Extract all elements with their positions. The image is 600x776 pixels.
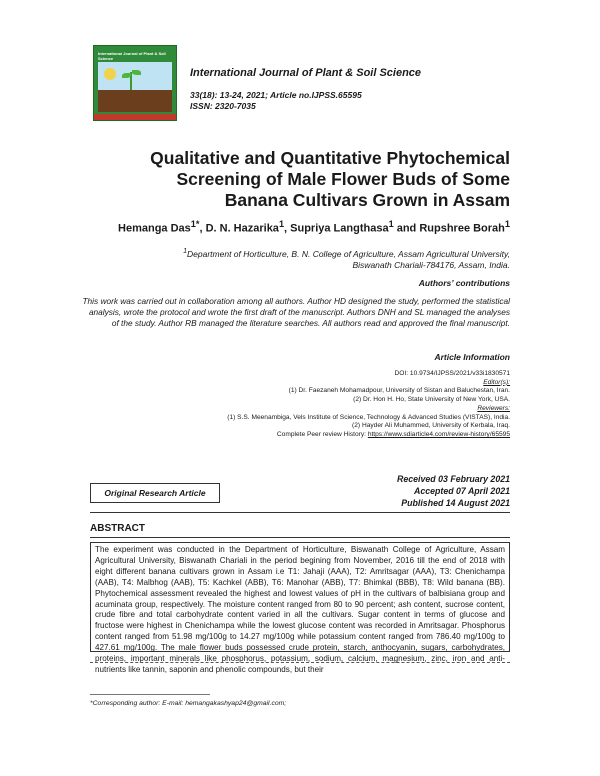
doi: DOI: 10.9734/IJPSS/2021/v33i1830571: [394, 370, 510, 377]
article-dates: [300, 473, 510, 509]
cover-sun: [104, 68, 116, 80]
article-type-badge: Original Research Article: [90, 483, 220, 503]
paper-title: Qualitative and Quantitative Phytochemical Screening of Male Flower Buds of Some Banana Cultivars Grown in Assam: [150, 148, 510, 210]
abstract-heading: ABSTRACT: [90, 523, 145, 534]
dashed-separator: [90, 662, 510, 663]
journal-cover-image: [93, 45, 177, 121]
journal-issn: ISSN: 2320-7035: [190, 101, 256, 111]
review-history-link[interactable]: https://www.sdiarticle4.com/review-history/65595: [367, 430, 510, 438]
review-history: [80, 431, 510, 440]
footnote-rule: [90, 694, 210, 695]
date-received: Received 03 February 2021: [397, 474, 510, 484]
reviewers-label: Reviewers:: [477, 404, 510, 412]
affiliation-line-2: Biswanath Chariali-784176, Assam, India.: [352, 259, 510, 270]
contributions-text: This work was carried out in collaboration among all authors. Author HD designed the study, performed the statistical analysis, wrote the protocol and wrote the first draft of the manuscript. Authors DNH and SL managed the analyses of the study. Author RB managed the literature searches. All authors read and approved the final manuscript.: [82, 296, 510, 328]
affiliation-line-1: $^1$Department of Horticulture, B. N. College of Agriculture, Assam Agricultural University,: [183, 247, 510, 259]
editor-2: (2) Dr. Hon H. Ho, State University of New York, USA.: [353, 396, 510, 404]
editors-label: Editor(s):: [483, 378, 510, 386]
contributions-heading: Authors’ contributions: [418, 278, 510, 288]
cover-band: [94, 114, 176, 120]
cover-soil: [98, 90, 172, 112]
cover-title: International Journal of Plant & Soil Science: [98, 51, 166, 61]
paper-authors: Hemanga Das$^{1*}$, D. N. Hazarika$^1$, Supriya Langthasa$^1$ and Rupshree Borah$^1$: [118, 219, 510, 235]
article-info-heading: Article Information: [434, 352, 510, 362]
reviewer-2: (2) Hayder Ali Muhammed, University of Kerbala, Iraq.: [352, 422, 510, 430]
cover-leaf-left: [122, 73, 131, 78]
divider-top: [90, 512, 510, 513]
abstract-text: The experiment was conducted in the Department of Horticulture, Biswanath College of Agriculture, Assam Agricultural University, Biswanath Chariali in the period begining from November, 2016 till the end of 2018 with eight different banana cultivars grown in Assam i.e T1: Jahaji (AAA), T2: Amritsagar (AAA), T3: Chenichampa (AAB), T4: Malbhog (AAB), T5: Kachkel (ABB), T6: Manohar (ABB), T7: Bhimkal (BBB), T8: Wild banana (BB). Phytochemical assessment revealed the highest and lowest values of pH in the cultivars of balbisiana group and acuminata group, respectively. The moisture content ranged from 80 to 90 percent; ash content, sucrose content, crude fibre and total carbohydrate content varied in all the cultivars. Sugar content in terms of glucose and fructose were highest in Chenichampa while the lowest glucose content was recorded in Amritsagar. Phosphorus content ranged from 51.98 mg/100g to 14.27 mg/100g while potassium content ranged from 786.40 mg/100g to 427.61 mg/100g. The male flower buds possessed crude protein, starch, anthocyanin, sugars, carbohydrates, proteins, important minerals like phosphorus, potassium, sodium, calcium, magnesium, zinc, iron and anti-nutrients like tannin, saponin and phenolic compounds, but their: [90, 542, 510, 652]
journal-citation: 33(18): 13-24, 2021; Article no.IJPSS.65595: [190, 90, 362, 100]
journal-citation-block: [190, 90, 362, 112]
review-history-prefix: Complete Peer review History:: [276, 430, 368, 438]
editor-1: (1) Dr. Faezaneh Mohamadpour, University of Sistan and Baluchestan, Iran.: [288, 387, 510, 395]
journal-name: International Journal of Plant & Soil Science: [190, 67, 422, 79]
cover-leaf-right: [132, 70, 141, 75]
divider-abstract: [90, 537, 510, 538]
reviewer-1: (1) S.S. Meenambiga, Vels Institute of Science, Technology & Advanced Studies (VISTAS), India.: [227, 413, 510, 421]
affiliation: [80, 246, 510, 271]
corresponding-author-footnote: *Corresponding author: E-mail: hemangakashyap24@gmail.com;: [90, 700, 287, 707]
date-published: Published 14 August 2021: [401, 498, 510, 508]
date-accepted: Accepted 07 April 2021: [414, 486, 510, 496]
article-info: [80, 370, 510, 440]
